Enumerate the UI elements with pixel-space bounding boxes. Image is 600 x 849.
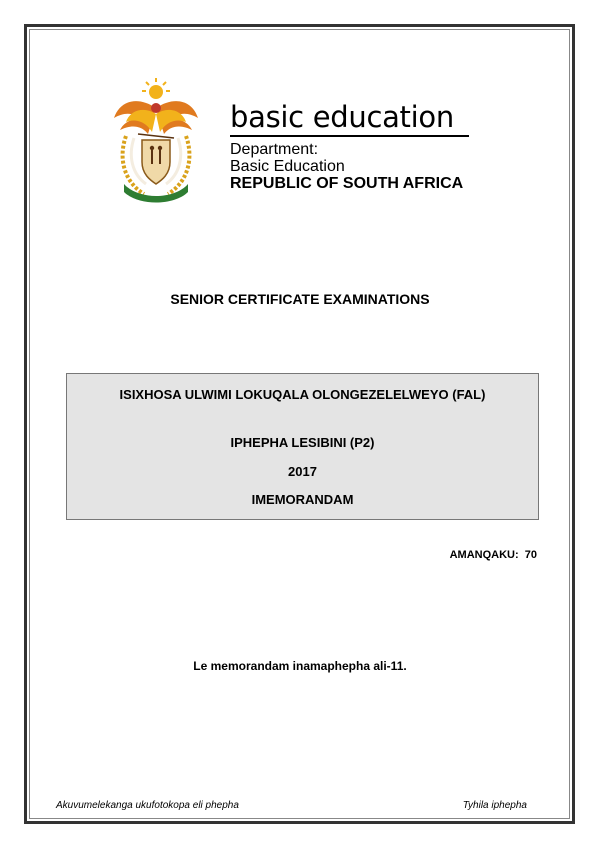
coat-of-arms-icon: [108, 78, 204, 204]
page-count-note: Le memorandam inamaphepha ali-11.: [193, 659, 407, 673]
department-label: Department:: [230, 141, 319, 158]
total-marks: AMANQAKU: 70: [449, 549, 537, 561]
document-type: IMEMORANDAM: [251, 492, 354, 507]
paper-number: IPHEPHA LESIBINI (P2): [230, 435, 375, 450]
exam-year: 2017: [288, 464, 317, 479]
copy-warning: Akuvumelekanga ukufotokopa eli phepha: [56, 800, 239, 811]
department-name: Basic Education: [230, 158, 345, 175]
brand-divider: [230, 135, 469, 137]
subject-box: [66, 373, 539, 520]
subject-name: ISIXHOSA ULWIMI LOKUQALA OLONGEZELELWEYO (FAL): [119, 387, 486, 402]
country-name: REPUBLIC OF SOUTH AFRICA: [230, 175, 464, 192]
brand-title: basic education: [230, 100, 454, 134]
turn-page-note: Tyhila iphepha: [462, 800, 527, 811]
sun-icon: [142, 78, 170, 99]
exam-title: SENIOR CERTIFICATE EXAMINATIONS: [170, 291, 430, 307]
